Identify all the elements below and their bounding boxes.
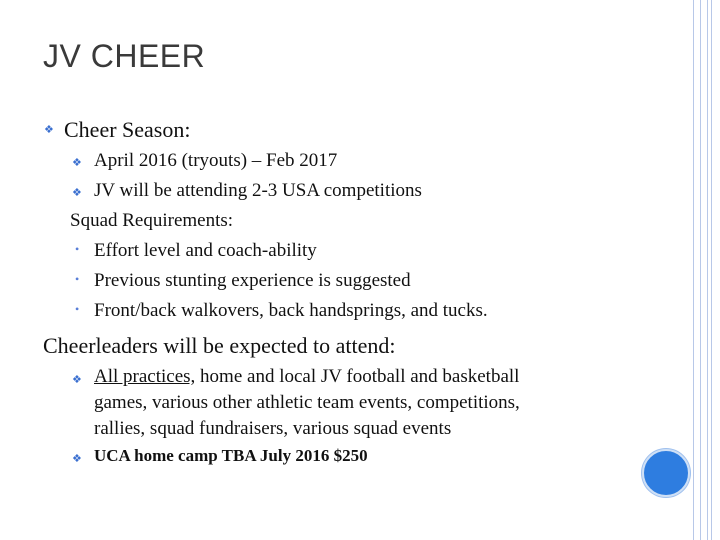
diamond-icon: ❖ — [44, 124, 54, 136]
right-rail-line-1 — [693, 0, 694, 540]
accent-circle — [642, 449, 690, 497]
diamond-icon: ❖ — [72, 187, 82, 199]
attend-item-1-line-3: rallies, squad fundraisers, various squad events — [94, 418, 452, 439]
diamond-icon: ❖ — [72, 374, 82, 386]
dot-icon: • — [75, 302, 80, 316]
season-item-1: April 2016 (tryouts) – Feb 2017 — [94, 150, 338, 171]
season-heading: Cheer Season: — [64, 117, 191, 142]
requirement-item-1: Effort level and coach-ability — [94, 240, 317, 261]
right-rail-line-3 — [707, 0, 708, 540]
requirements-heading: Squad Requirements: — [70, 210, 234, 231]
dot-icon: • — [75, 242, 80, 256]
all-practices-text: All practices, — [94, 366, 196, 387]
right-rail-line-2 — [700, 0, 701, 540]
attend-heading: Cheerleaders will be expected to attend: — [43, 333, 396, 358]
slide-title: JV CHEER — [43, 38, 206, 74]
diamond-icon: ❖ — [72, 157, 82, 169]
attend-item-1-line-1 — [94, 366, 519, 388]
dot-icon: • — [75, 272, 80, 286]
attend-item-1-line-2: games, various other athletic team events, competitions, — [94, 392, 520, 413]
right-rail-line-4 — [711, 0, 712, 540]
season-item-2: JV will be attending 2-3 USA competitions — [94, 180, 422, 201]
attend-item-1-text: home and local JV football and basketball — [195, 366, 520, 387]
requirement-item-2: Previous stunting experience is suggested — [94, 270, 411, 291]
requirement-item-3: Front/back walkovers, back handsprings, and tucks. — [94, 300, 488, 321]
diamond-icon: ❖ — [72, 453, 82, 465]
attend-item-2: UCA home camp TBA July 2016 $250 — [94, 446, 368, 465]
